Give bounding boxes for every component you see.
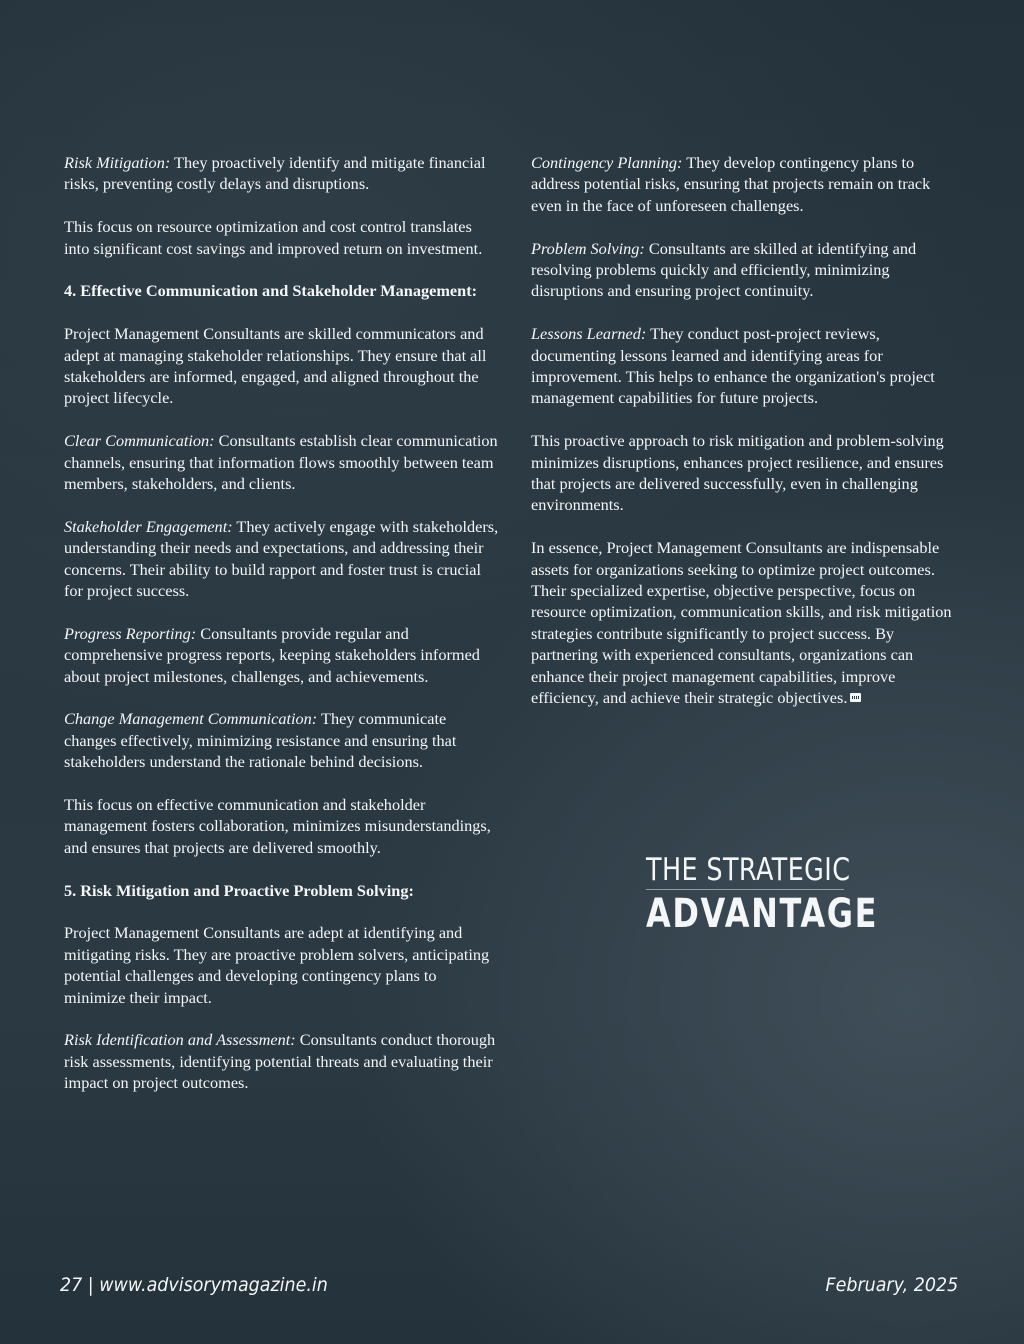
term-risk-identification: Risk Identification and Assessment: [64, 1030, 296, 1050]
paragraph-text: Consultants provide regular and comprehensive progress reports, keeping stakeholders informed about project milestones, challenges, and achievements. [64, 623, 480, 686]
brand-line-1: THE STRATEGIC [646, 852, 851, 888]
right-column [531, 152, 963, 730]
brand-logo [646, 852, 879, 937]
paragraph-text: Consultants conduct thorough risk assessments, identifying potential threats and evaluating their impact on project outcomes. [64, 1030, 496, 1093]
paragraph-lessons-learned [531, 323, 963, 409]
term-contingency-planning: Contingency Planning: [531, 153, 683, 172]
paragraph-risk-adept: Project Management Consultants are adept at identifying and mitigating risks. They are proactive problem solvers, anticipating potential challenges and developing contingency plans to minimize their impact. [64, 923, 490, 1007]
term-risk-mitigation: Risk Mitigation: [64, 153, 171, 172]
paragraph-problem-solving [531, 238, 963, 302]
paragraph-text: In essence, Project Management Consultants are indispensable assets for organizations seeking to optimize project outcomes. Their specialized expertise, objective perspective, focus on resource optimization, communication skills, and risk mitigation strategies contribute significantly to project success. By partnering with experienced consultants, organizations can enhance their project management capabilities, improve efficiency, and achieve their strategic objectives. [531, 538, 952, 708]
term-clear-communication: Clear Communication: [64, 431, 215, 451]
paragraph-proactive-approach: This proactive approach to risk mitigation and problem-solving minimizes disruptions, enhances project resilience, and ensures that projects are delivered successfully, even in challenging environments. [531, 431, 944, 515]
term-lessons-learned: Lessons Learned: [531, 324, 647, 344]
paragraph-progress-reporting [64, 623, 500, 687]
section-heading-4: 4. Effective Communication and Stakeholder Management: [64, 281, 478, 301]
term-problem-solving: Problem Solving: [531, 238, 645, 258]
end-of-article-icon [850, 693, 861, 702]
paragraph-clear-communication [64, 430, 500, 494]
paragraph-text: Consultants are skilled at identifying and resolving problems quickly and efficiently, minimizing disruptions and ensuring project continuity. [531, 238, 917, 301]
paragraph-conclusion [531, 537, 963, 708]
left-column [64, 152, 500, 1115]
paragraph-text: They proactively identify and mitigate financial risks, preventing costly delays and disruptions. [64, 153, 486, 194]
paragraph-communicators: Project Management Consultants are skilled communicators and adept at managing stakeholder relationships. They ensure that all stakeholders are informed, engaged, and aligned throughout the project lifecycle. [64, 324, 487, 408]
paragraph-risk-identification [64, 1029, 500, 1093]
term-progress-reporting: Progress Reporting: [64, 623, 197, 643]
paragraph-contingency-planning [531, 152, 963, 216]
paragraph-cost-control: This focus on resource optimization and cost control translates into significant cost savings and improved return on investment. [64, 217, 483, 258]
paragraph-change-management [64, 708, 500, 772]
paragraph-text: They develop contingency plans to address potential risks, ensuring that projects remain on track even in the face of unforeseen challenges. [531, 153, 931, 215]
footer-date: February, 2025 [825, 1274, 958, 1296]
brand-divider [646, 889, 844, 890]
footer-page-website: 27 | www.advisorymagazine.in [60, 1274, 328, 1296]
paragraph-text: They conduct post-project reviews, documenting lessons learned and identifying areas for improvement. This helps to enhance the organization's project management capabilities for future projects. [531, 324, 935, 408]
paragraph-text: They actively engage with stakeholders, understanding their needs and expectations, and addressing their concerns. Their ability to build rapport and foster trust is crucial for project success. [64, 516, 499, 601]
paragraph-risk-mitigation [64, 152, 500, 195]
paragraph-text: They communicate changes effectively, minimizing resistance and ensuring that stakeholders understand the rationale behind decisions. [64, 709, 457, 772]
term-stakeholder-engagement: Stakeholder Engagement: [64, 516, 233, 536]
paragraph-communication-summary: This focus on effective communication and stakeholder management fosters collaboration, minimizes misunderstandings, and ensures that projects are delivered smoothly. [64, 795, 491, 857]
brand-line-2: ADVANTAGE [646, 891, 879, 937]
paragraph-text: Consultants establish clear communication channels, ensuring that information flows smoothly between team members, stakeholders, and clients. [64, 431, 498, 494]
term-change-management: Change Management Communication: [64, 709, 318, 729]
paragraph-stakeholder-engagement [64, 516, 500, 602]
section-heading-5: 5. Risk Mitigation and Proactive Problem Solving: [64, 880, 414, 900]
